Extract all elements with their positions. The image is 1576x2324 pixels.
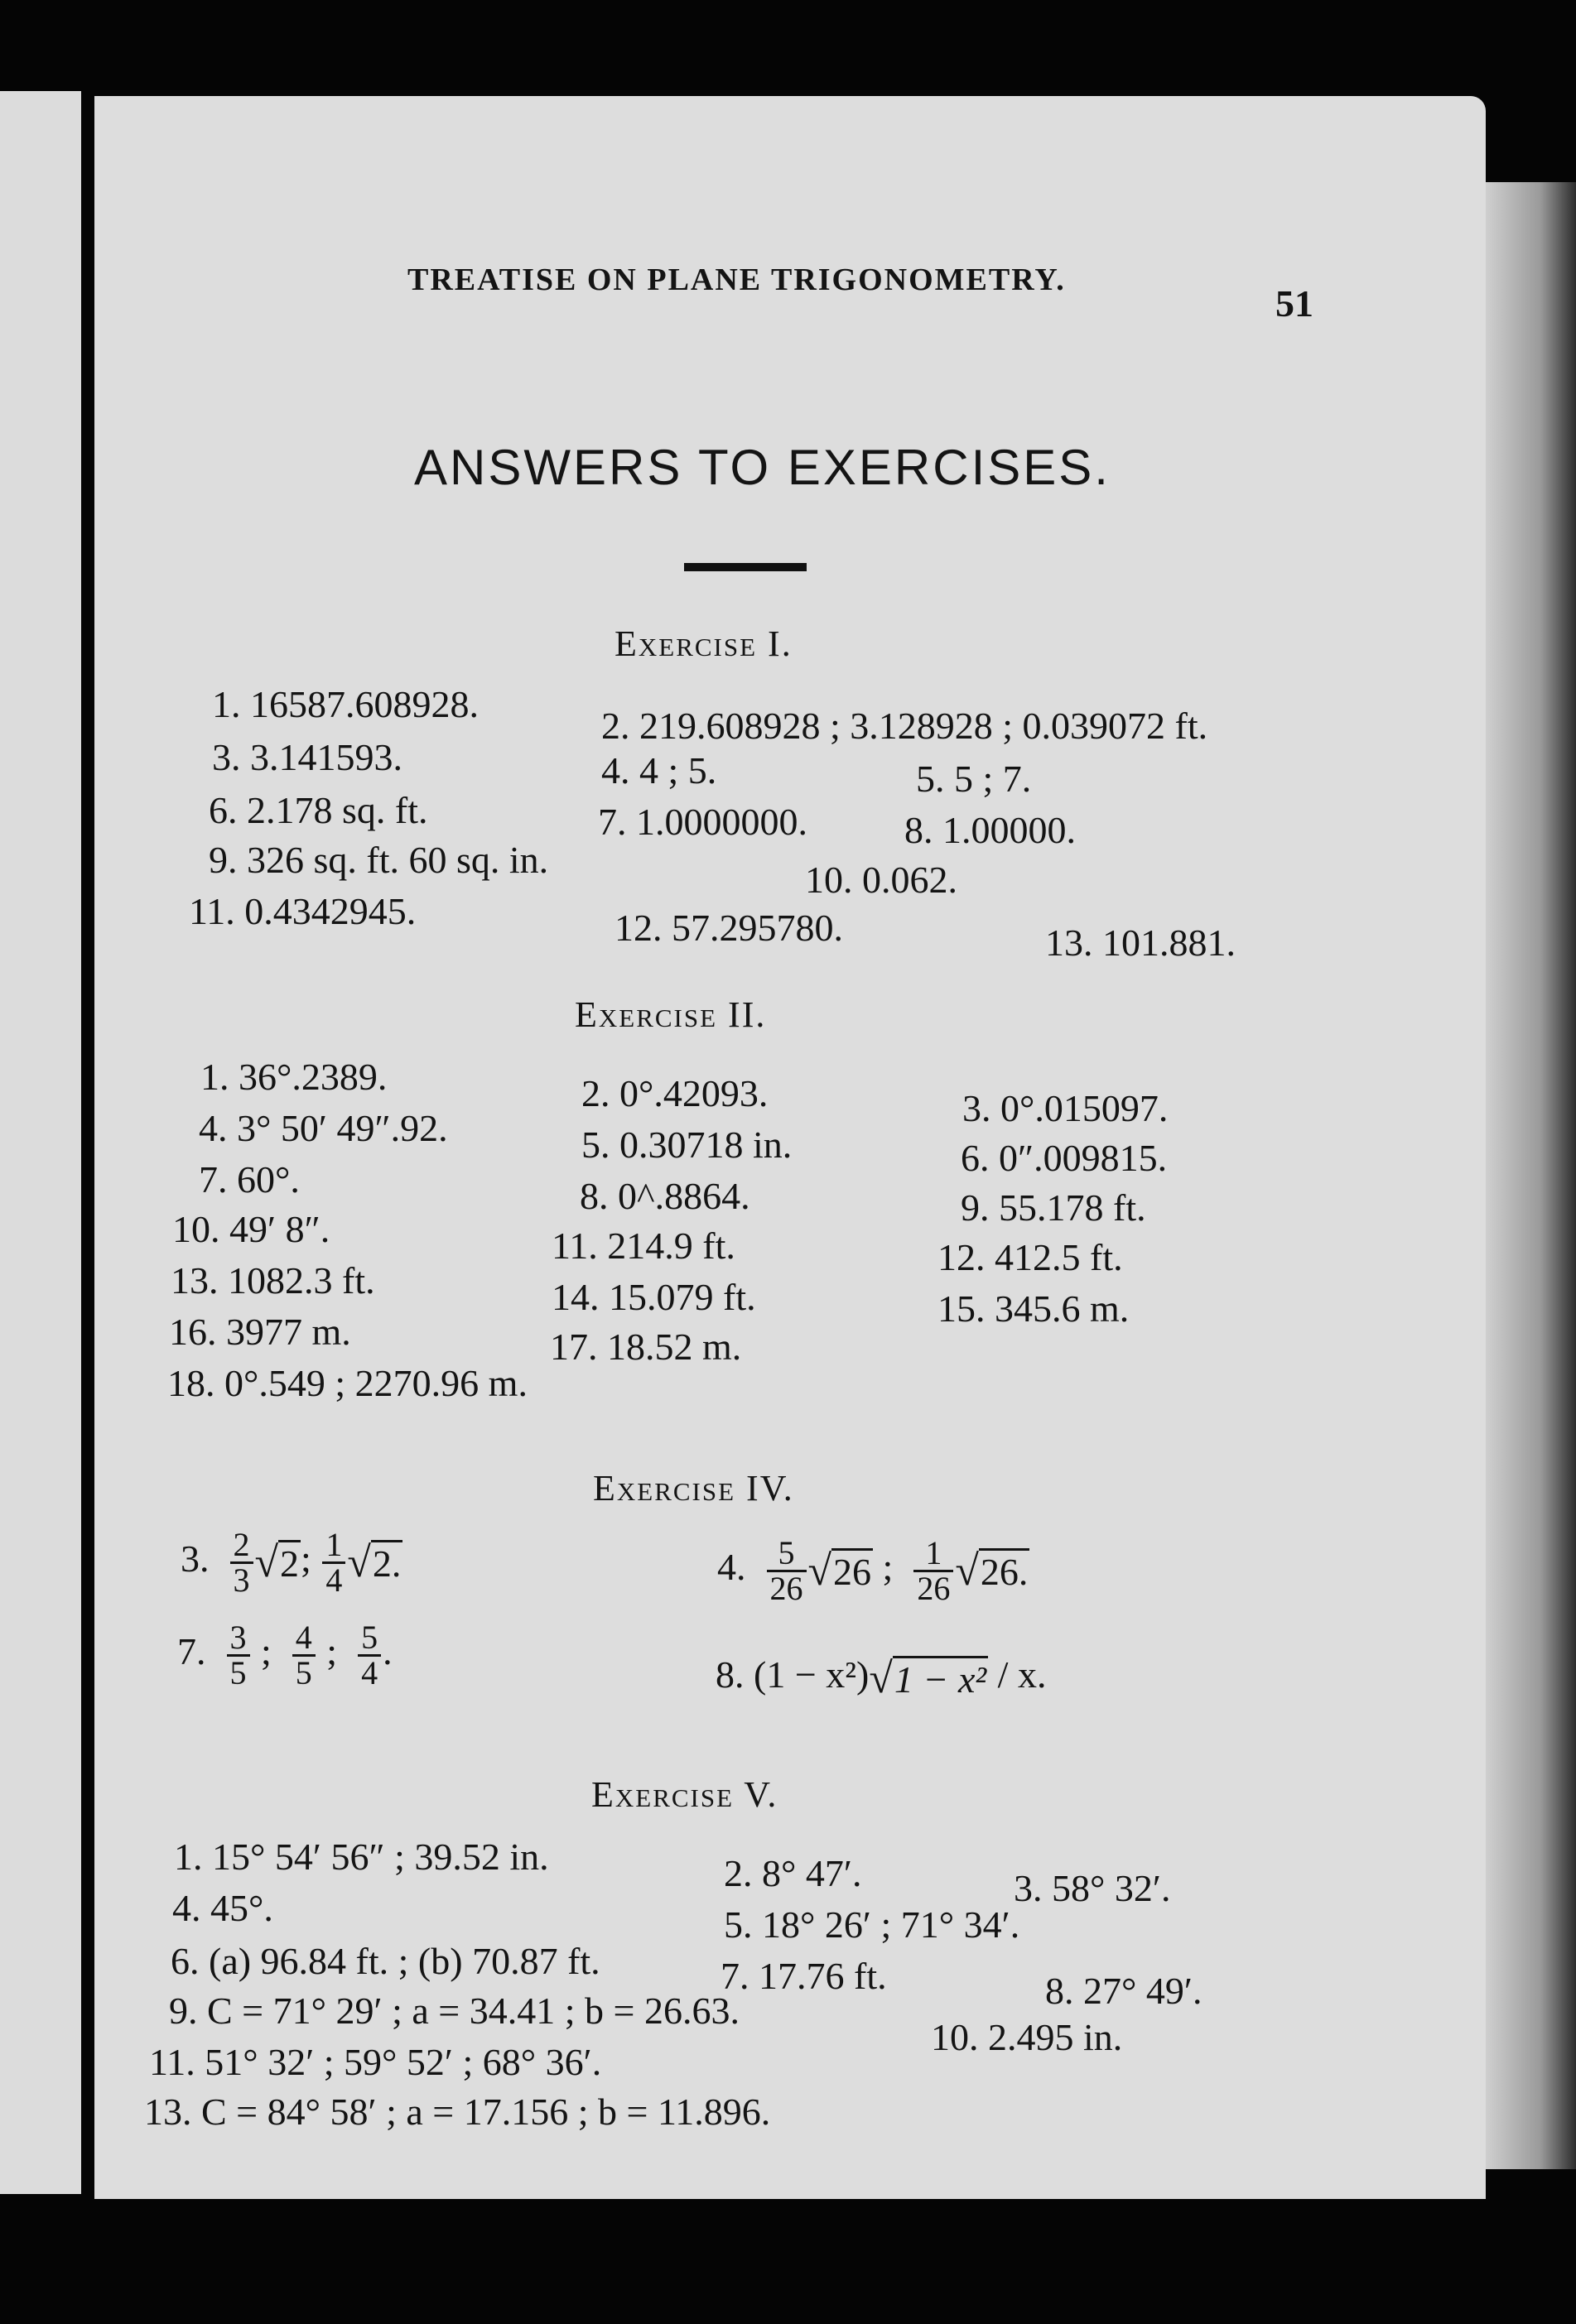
answer-item: 3. 0°.015097. — [962, 1087, 1169, 1129]
radical: √1 − x² — [869, 1654, 987, 1702]
page-title: ANSWERS TO EXERCISES. — [414, 440, 1111, 495]
exercise-1-heading: Exercise I. — [614, 623, 793, 664]
page-stack-edge — [1486, 182, 1576, 2169]
answer-item: 8. 1.00000. — [904, 809, 1076, 851]
answer-item: 1. 16587.608928. — [212, 683, 479, 725]
answer-item: 7. 17.76 ft. — [721, 1955, 887, 1997]
exercise-4-heading: Exercise IV. — [593, 1468, 794, 1508]
fraction: $\frac{1}{26}$ — [913, 1537, 953, 1605]
answer-item: 2. 219.608928 ; 3.128928 ; 0.039072 ft. — [601, 705, 1208, 747]
page-number: 51 — [1275, 282, 1313, 325]
answer-item: 17. 18.52 m. — [550, 1326, 742, 1368]
answer-item: 2. 8° 47′. — [724, 1852, 862, 1894]
answer-item-iv-3: 3. $\frac{2}{3}$ √2; $\frac{1}{4}$ √2. — [181, 1526, 402, 1599]
answer-item: 8. 0^.8864. — [580, 1175, 750, 1217]
answer-item: 16. 3977 m. — [169, 1311, 351, 1353]
answer-item: 3. 58° 32′. — [1014, 1867, 1171, 1909]
answer-item: 9. C = 71° 29′ ; a = 34.41 ; b = 26.63. — [169, 1990, 740, 2032]
answer-item-iv-8: 8. (1 − x²)√1 − x² / x. — [716, 1653, 1047, 1702]
answer-item: 7. 60°. — [199, 1158, 300, 1200]
answer-item: 9. 326 sq. ft. 60 sq. in. — [209, 839, 549, 881]
radical: √26. — [955, 1547, 1029, 1595]
exercise-5-heading: Exercise V. — [591, 1774, 778, 1815]
answer-item: 13. C = 84° 58′ ; a = 17.156 ; b = 11.896. — [144, 2091, 771, 2133]
answer-item: 10. 49′ 8″. — [172, 1208, 330, 1250]
answer-item-iv-4: 4. $\frac{5}{26}$ √26 ; $\frac{1}{26}$ √26. — [717, 1534, 1029, 1607]
answer-item: 12. 57.295780. — [614, 907, 843, 949]
running-head: TREATISE ON PLANE TRIGONOMETRY. — [407, 262, 1066, 297]
answer-item: 5. 18° 26′ ; 71° 34′. — [724, 1903, 1020, 1946]
answer-item: 13. 1082.3 ft. — [171, 1259, 375, 1302]
answer-item: 11. 0.4342945. — [189, 890, 417, 932]
answer-item: 8. 27° 49′. — [1045, 1970, 1202, 2012]
title-rule — [684, 563, 807, 571]
answer-item: 15. 345.6 m. — [937, 1287, 1130, 1330]
answer-item: 7. 1.0000000. — [598, 801, 807, 843]
radical: √2. — [347, 1539, 402, 1586]
facing-page-edge — [0, 91, 81, 2194]
answer-item: 10. 0.062. — [805, 859, 957, 901]
fraction: $\frac{1}{4}$ — [322, 1528, 345, 1597]
answer-item: 18. 0°.549 ; 2270.96 m. — [167, 1362, 528, 1404]
answer-item: 1. 15° 54′ 56″ ; 39.52 in. — [174, 1836, 549, 1878]
answer-item-iv-7: 7. $\frac{3}{5}$ ; $\frac{4}{5}$ ; $\frac{5}{4}$ . — [177, 1619, 393, 1691]
fraction: $\frac{5}{26}$ — [767, 1537, 807, 1605]
answer-item: 2. 0°.42093. — [581, 1072, 769, 1114]
answer-item: 10. 2.495 in. — [931, 2016, 1123, 2058]
fraction: $\frac{4}{5}$ — [292, 1621, 316, 1690]
answer-item: 14. 15.079 ft. — [552, 1276, 756, 1318]
answer-item: 6. 2.178 sq. ft. — [209, 789, 428, 831]
answer-item: 12. 412.5 ft. — [937, 1236, 1123, 1278]
answer-item: 1. 36°.2389. — [200, 1056, 388, 1098]
answer-item: 11. 51° 32′ ; 59° 52′ ; 68° 36′. — [149, 2041, 602, 2083]
exercise-2-heading: Exercise II. — [575, 994, 767, 1035]
answer-item: 4. 4 ; 5. — [601, 749, 717, 792]
answer-item: 5. 5 ; 7. — [916, 758, 1032, 800]
fraction: $\frac{2}{3}$ — [230, 1528, 253, 1597]
answer-item: 13. 101.881. — [1045, 921, 1236, 964]
answer-item: 4. 3° 50′ 49″.92. — [199, 1107, 448, 1149]
fraction: $\frac{5}{4}$ — [358, 1621, 381, 1690]
book-binding — [81, 83, 94, 2202]
radical: √26 — [807, 1547, 872, 1595]
answer-item: 3. 3.141593. — [212, 736, 402, 778]
answer-item: 6. 0″.009815. — [961, 1137, 1168, 1179]
fraction: $\frac{3}{5}$ — [227, 1621, 250, 1690]
radical: √2 — [254, 1539, 300, 1586]
answer-item: 4. 45°. — [172, 1887, 273, 1929]
answer-item: 6. (a) 96.84 ft. ; (b) 70.87 ft. — [171, 1940, 600, 1982]
answer-item: 9. 55.178 ft. — [961, 1186, 1146, 1229]
answer-item: 11. 214.9 ft. — [552, 1225, 735, 1267]
answer-item: 5. 0.30718 in. — [581, 1124, 793, 1166]
